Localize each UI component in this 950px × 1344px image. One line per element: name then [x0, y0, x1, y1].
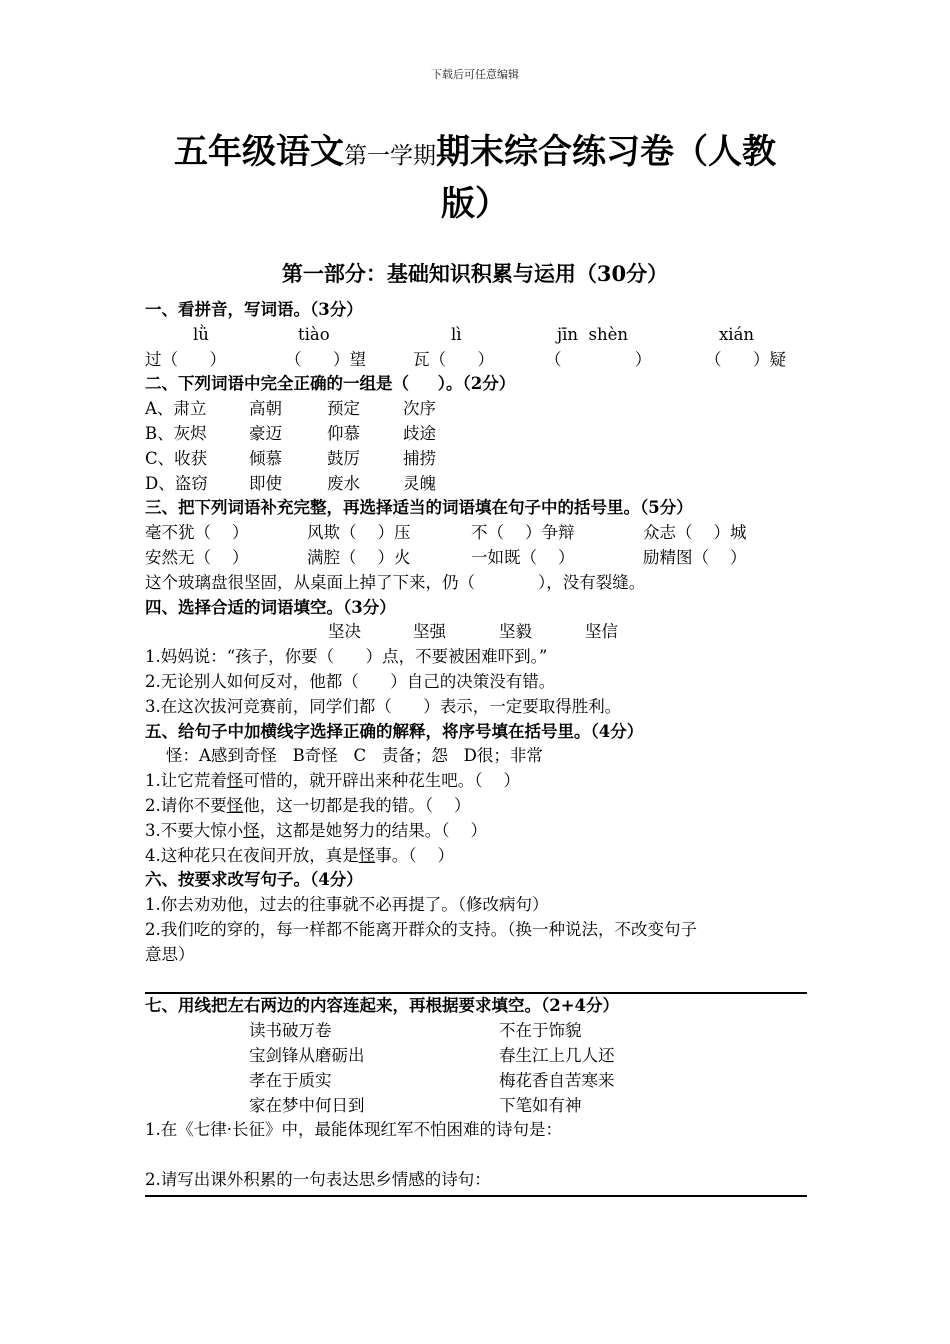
option-word: 倾慕 — [249, 448, 282, 468]
option-word: 次序 — [403, 399, 436, 419]
q7-left-item[interactable]: 读书破万卷 — [249, 1021, 332, 1041]
underlined-char: 怪 — [243, 820, 260, 840]
option-word: 歧途 — [403, 423, 436, 443]
option-word: 废水 — [327, 473, 360, 493]
q6-heading: 六、按要求改写句子。（4分） — [145, 870, 363, 890]
q1-pinyin: tiào — [298, 324, 330, 344]
option-label: B、灰烬 — [145, 423, 207, 443]
q7-pair-row — [145, 1069, 807, 1094]
q5-item[interactable] — [145, 819, 807, 844]
q5-text: 2.请你不要 — [145, 795, 227, 815]
option-word: 高朝 — [249, 399, 282, 419]
header-note: 下载后可任意编辑 — [431, 68, 519, 81]
q2-option[interactable] — [145, 447, 807, 472]
answer-line[interactable] — [145, 968, 807, 995]
q5-text: ，这都是她努力的结果。（ ） — [259, 820, 487, 840]
q3-idiom[interactable]: 满腔（ ）火 — [307, 547, 411, 567]
q3-idiom[interactable]: 一如既（ ） — [471, 547, 575, 567]
q3-heading: 三、把下列词语补充完整，再选择适当的词语填在句子中的括号里。（5分） — [145, 498, 693, 518]
q1-pinyin: lì — [451, 324, 462, 344]
q5-text: 3.不要大惊小 — [145, 820, 244, 840]
option-label: D、盗窃 — [145, 473, 208, 493]
q4-word: 坚决 — [328, 622, 361, 642]
q7-item: 1.在《七律·长征》中，最能体现红军不怕困难的诗句是： — [145, 1120, 562, 1140]
option-word: 仰慕 — [327, 423, 360, 443]
title-part3: 期末综合练习卷（人教版） — [436, 132, 776, 224]
q5-text: 他，这一切都是我的错。（ ） — [243, 795, 471, 815]
option-word: 捕捞 — [403, 448, 436, 468]
q1-blank-row — [145, 348, 807, 373]
q3-idiom[interactable]: 励精图（ ） — [643, 547, 747, 567]
q4-word-bank — [145, 620, 807, 645]
exam-content — [145, 298, 807, 1197]
q1-pinyin: xián — [719, 324, 755, 344]
q1-pinyin: jīn shèn — [557, 324, 628, 344]
q7-left-item[interactable]: 家在梦中何日到 — [249, 1095, 365, 1115]
q7-pair-row — [145, 1019, 807, 1044]
q5-heading: 五、给句子中加横线字选择正确的解释，将序号填在括号里。（4分） — [145, 721, 644, 741]
q6-item: 意思） — [145, 944, 195, 964]
q7-right-item[interactable]: 下笔如有神 — [499, 1095, 582, 1115]
underlined-char: 怪 — [226, 795, 244, 815]
q5-text: 可惜的，就开辟出来种花生吧。（ ） — [243, 771, 520, 791]
q7-left-item[interactable]: 宝剑锋从磨砺出 — [249, 1045, 365, 1065]
option-label: A、肃立 — [145, 399, 207, 419]
q7-pair-row — [145, 1044, 807, 1069]
title-part1: 五年级语文 — [174, 132, 344, 172]
q5-text: 事。（ ） — [375, 845, 454, 865]
q4-word: 坚毅 — [499, 622, 532, 642]
q2-option[interactable] — [145, 422, 807, 447]
q7-pair-row — [145, 1094, 807, 1119]
underlined-char: 怪 — [226, 771, 244, 791]
q1-blank[interactable]: （ ）疑 — [705, 349, 786, 369]
q7-right-item[interactable]: 春生江上几人还 — [499, 1045, 615, 1065]
q2-heading: 二、下列词语中完全正确的一组是（ ）。（2分） — [145, 374, 516, 394]
q7-item[interactable]: 2.请写出课外积累的一句表达思乡情感的诗句： — [145, 1168, 807, 1197]
q6-item: 2.我们吃的穿的，每一样都不能离开群众的支持。（换一种说法，不改变句子 — [145, 919, 697, 939]
q3-idiom[interactable]: 不（ ）争辩 — [471, 523, 575, 543]
q1-blank[interactable]: （ ）望 — [285, 349, 366, 369]
q5-definition: 怪：A感到奇怪 B奇怪 C 责备；怨 D很；非常 — [145, 746, 543, 766]
option-word: 即使 — [249, 473, 282, 493]
option-word: 预定 — [327, 399, 360, 419]
q1-blank[interactable]: 瓦（ ） — [413, 349, 494, 369]
q1-heading: 一、看拼音，写词语。（3分） — [145, 300, 363, 319]
q4-item[interactable]: 3.在这次拔河竞赛前，同学们都（ ）表示，一定要取得胜利。 — [145, 696, 622, 716]
option-word: 灵魄 — [403, 473, 436, 493]
q3-sentence[interactable]: 这个玻璃盘很坚固，从桌面上掉了下来，仍（ ），没有裂缝。 — [145, 572, 646, 592]
q7-left-item[interactable]: 孝在于质实 — [249, 1070, 332, 1090]
q3-row — [145, 546, 807, 571]
q6-item: 1.你去劝劝他，过去的往事就不必再提了。（修改病句） — [145, 895, 549, 915]
q5-text: 4.这种花只在夜间开放，真是 — [145, 845, 359, 865]
q5-item[interactable] — [145, 844, 807, 869]
page-title — [150, 128, 800, 228]
q1-pinyin: lǜ — [193, 324, 209, 344]
q4-item[interactable]: 1.妈妈说：“孩子，你要（ ）点，不要被困难吓到。” — [145, 647, 548, 667]
option-word: 鼓厉 — [327, 448, 360, 468]
answer-space[interactable] — [145, 1143, 807, 1168]
q3-idiom[interactable]: 毫不犹（ ） — [145, 523, 249, 543]
q5-item[interactable] — [145, 794, 807, 819]
q3-idiom[interactable]: 众志（ ）城 — [643, 523, 747, 543]
q5-item[interactable] — [145, 769, 807, 794]
q3-idiom[interactable]: 安然无（ ） — [145, 547, 249, 567]
q1-blank[interactable]: 过（ ） — [145, 349, 226, 369]
option-word: 豪迈 — [249, 423, 282, 443]
underlined-char: 怪 — [358, 845, 376, 865]
part-title: 第一部分：基础知识积累与运用（30分） — [281, 261, 669, 286]
q4-word: 坚强 — [413, 622, 446, 642]
q7-right-item[interactable]: 梅花香自苦寒来 — [499, 1070, 615, 1090]
q5-text: 1.让它荒着 — [145, 771, 227, 791]
q4-word: 坚信 — [585, 622, 618, 642]
q1-pinyin-row — [145, 323, 807, 348]
q2-option[interactable] — [145, 397, 807, 422]
q4-item[interactable]: 2.无论别人如何反对，他都（ ）自己的决策没有错。 — [145, 671, 556, 691]
q2-option[interactable] — [145, 472, 807, 497]
q4-heading: 四、选择合适的词语填空。（3分） — [145, 597, 396, 617]
q3-row — [145, 521, 807, 546]
q3-idiom[interactable]: 风欺（ ）压 — [307, 523, 411, 543]
q1-blank[interactable]: （ ） — [545, 349, 652, 369]
q7-right-item[interactable]: 不在于饰貌 — [499, 1021, 582, 1041]
option-label: C、收获 — [145, 448, 208, 468]
title-part2: 第一学期 — [344, 143, 436, 169]
q7-heading: 七、用线把左右两边的内容连起来，再根据要求填空。（2+4分） — [145, 996, 620, 1016]
